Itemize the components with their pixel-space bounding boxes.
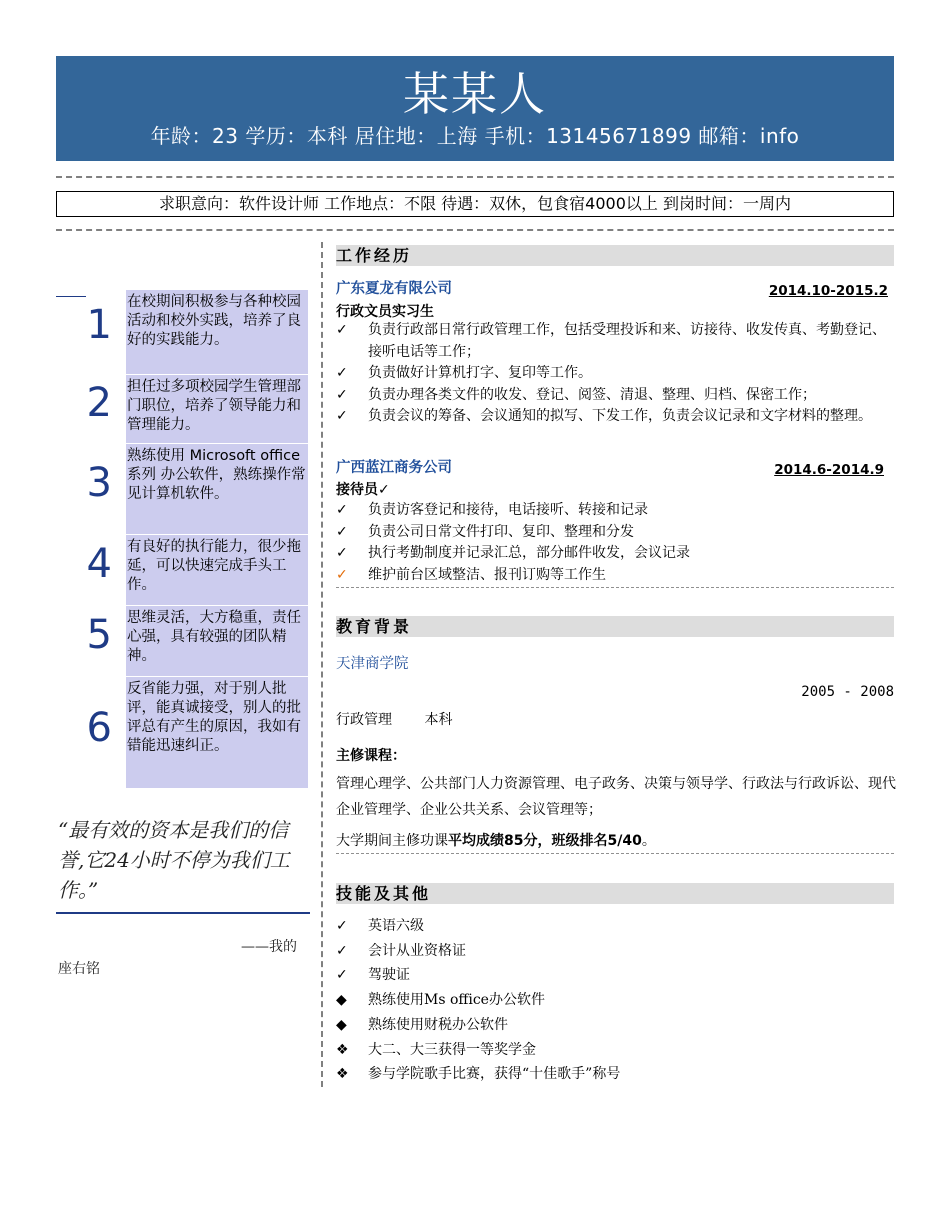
check-icon: ✓ <box>336 322 348 338</box>
list-item <box>336 320 896 363</box>
education-major <box>336 710 452 730</box>
grade-info <box>336 828 656 854</box>
list-item <box>336 500 896 522</box>
check-icon: ✓ <box>336 918 348 934</box>
duty-text: 维护前台区域整洁、报刊订购等工作生 <box>368 566 606 583</box>
strength-accent-line <box>56 296 86 297</box>
motto-attribution-text: ——我的座右铭 <box>58 939 297 977</box>
list-item <box>336 963 896 988</box>
check-icon: ✓ <box>336 408 348 424</box>
list-item <box>336 406 896 428</box>
section-title-education: 教育背景 <box>336 616 894 637</box>
section-divider <box>336 853 894 854</box>
job-period: 2014.6-2014.9 <box>774 462 884 478</box>
education-years: 2005 - 2008 <box>801 684 894 700</box>
four-diamond-icon: ❖ <box>336 1066 349 1083</box>
strength-text: 熟练使用 Microsoft office 系列 办公软件，熟练操作常见计算机软件。 <box>126 444 308 534</box>
skill-text: 参与学院歌手比赛，获得“十佳歌手”称号 <box>368 1066 621 1083</box>
strength-text: 在校期间积极参与各种校园活动和校外实践，培养了良好的实践能力。 <box>126 290 308 374</box>
list-item <box>336 385 896 407</box>
list-item <box>336 1038 896 1063</box>
list-item <box>336 543 896 565</box>
diamond-icon: ◆ <box>336 992 347 1009</box>
divider-top <box>56 176 894 178</box>
skill-text: 英语六级 <box>368 918 424 934</box>
strength-number: 4 <box>86 541 112 587</box>
duty-list <box>336 500 896 586</box>
check-icon: ✓ <box>336 365 348 381</box>
check-icon: ✓ <box>336 502 348 518</box>
strength-number: 6 <box>86 705 112 751</box>
section-title-skills: 技能及其他 <box>336 883 894 904</box>
grade-highlight: 平均成绩85分，班级排名5/40 <box>448 833 642 849</box>
strength-text: 有良好的执行能力，很少拖延，可以快速完成手头工作。 <box>126 535 308 605</box>
courses-list: 管理心理学、公共部门人力资源管理、电子政务、决策与领导学、行政法与行政诉讼、现代企业管理学、企业公共关系、会议管理等； <box>336 776 896 818</box>
header-banner <box>56 56 894 161</box>
duty-list <box>336 320 896 428</box>
motto-attribution <box>58 936 308 980</box>
section-title-work: 工作经历 <box>336 245 894 266</box>
check-icon: ✓ <box>336 545 348 561</box>
check-icon: ✓ <box>336 967 348 984</box>
strength-text: 思维灵活，大方稳重，责任心强，具有较强的团队精神。 <box>126 606 308 676</box>
job-role: 接待员✓ <box>336 482 390 498</box>
check-icon: ✓ <box>336 386 348 403</box>
strength-number: 3 <box>86 460 112 506</box>
skill-text: 驾驶证 <box>368 967 410 984</box>
job-intent: 求职意向：软件设计师 工作地点：不限 待遇：双休，包食宿4000以上 到岗时间：一周内 <box>56 191 894 217</box>
duty-text: 负责办理各类文件的收发、登记、阅签、清退、整理、归档、保密工作； <box>368 386 816 403</box>
duty-text: 负责行政部日常行政管理工作，包括受理投诉和来、访接待、收发传真、考勤登记、接听电话等工作； <box>368 322 886 360</box>
duty-text: 负责访客登记和接待，电话接听、转接和记录 <box>368 502 648 518</box>
degree-text: 本科 <box>424 712 453 728</box>
company-name: 广西蓝江商务公司 <box>336 460 452 476</box>
strength-number: 5 <box>86 612 112 658</box>
duty-text: 执行考勤制度并记录汇总，部分邮件收发，会议记录 <box>368 545 690 561</box>
duty-text: 负责会议的筹备、会议通知的拟写、下发工作，负责会议记录和文字材料的整理。 <box>368 408 872 424</box>
list-item <box>336 565 896 587</box>
diamond-icon: ◆ <box>336 1016 347 1033</box>
check-icon: ✓ <box>336 523 348 540</box>
check-icon: ✓ <box>336 942 348 959</box>
list-item <box>336 939 896 964</box>
candidate-name: 某某人 <box>403 67 547 121</box>
four-diamond-icon: ❖ <box>336 1041 349 1058</box>
skill-text: 熟练使用Ms office办公软件 <box>368 992 545 1009</box>
list-item <box>336 363 896 385</box>
grade-suffix: 。 <box>641 833 656 849</box>
skill-text: 会计从业资格证 <box>368 942 466 959</box>
job-role: 行政文员实习生 <box>336 304 434 320</box>
strength-text: 反省能力强，对于别人批评，能真诚接受，别人的批评总有产生的原因，我如有错能迅速纠正。 <box>126 677 308 788</box>
grade-prefix: 大学期间主修功课 <box>336 833 448 849</box>
company-name: 广东夏龙有限公司 <box>336 281 452 297</box>
section-divider <box>336 587 894 588</box>
divider-bottom <box>56 229 894 231</box>
skills-list <box>336 914 896 1087</box>
major-text: 行政管理 <box>336 712 392 728</box>
list-item <box>336 988 896 1013</box>
check-icon: ✓ <box>336 566 348 583</box>
strength-number: 2 <box>86 380 112 426</box>
job-period: 2014.10-2015.2 <box>768 283 888 299</box>
strength-number: 1 <box>86 302 112 348</box>
quote-underline <box>56 912 310 914</box>
duty-text: 负责做好计算机打字、复印等工作。 <box>368 365 592 381</box>
duty-text: 负责公司日常文件打印、复印、整理和分发 <box>368 523 634 540</box>
list-item <box>336 1013 896 1038</box>
column-separator <box>321 242 323 1087</box>
strength-text: 担任过多项校园学生管理部门职位，培养了领导能力和管理能力。 <box>126 375 308 443</box>
motto-quote: “最有效的资本是我们的信誉,它24小时不停为我们工作。” <box>58 818 290 902</box>
list-item <box>336 522 896 544</box>
list-item <box>336 914 896 939</box>
personal-info: 年龄：23 学历：本科 居住地：上海 手机：13145671899 邮箱：info <box>150 124 800 148</box>
list-item <box>336 1062 896 1087</box>
courses-label: 主修课程： <box>336 748 406 764</box>
school-name: 天津商学院 <box>336 656 409 672</box>
skill-text: 熟练使用财税办公软件 <box>368 1016 508 1033</box>
skill-text: 大二、大三获得一等奖学金 <box>368 1041 536 1058</box>
